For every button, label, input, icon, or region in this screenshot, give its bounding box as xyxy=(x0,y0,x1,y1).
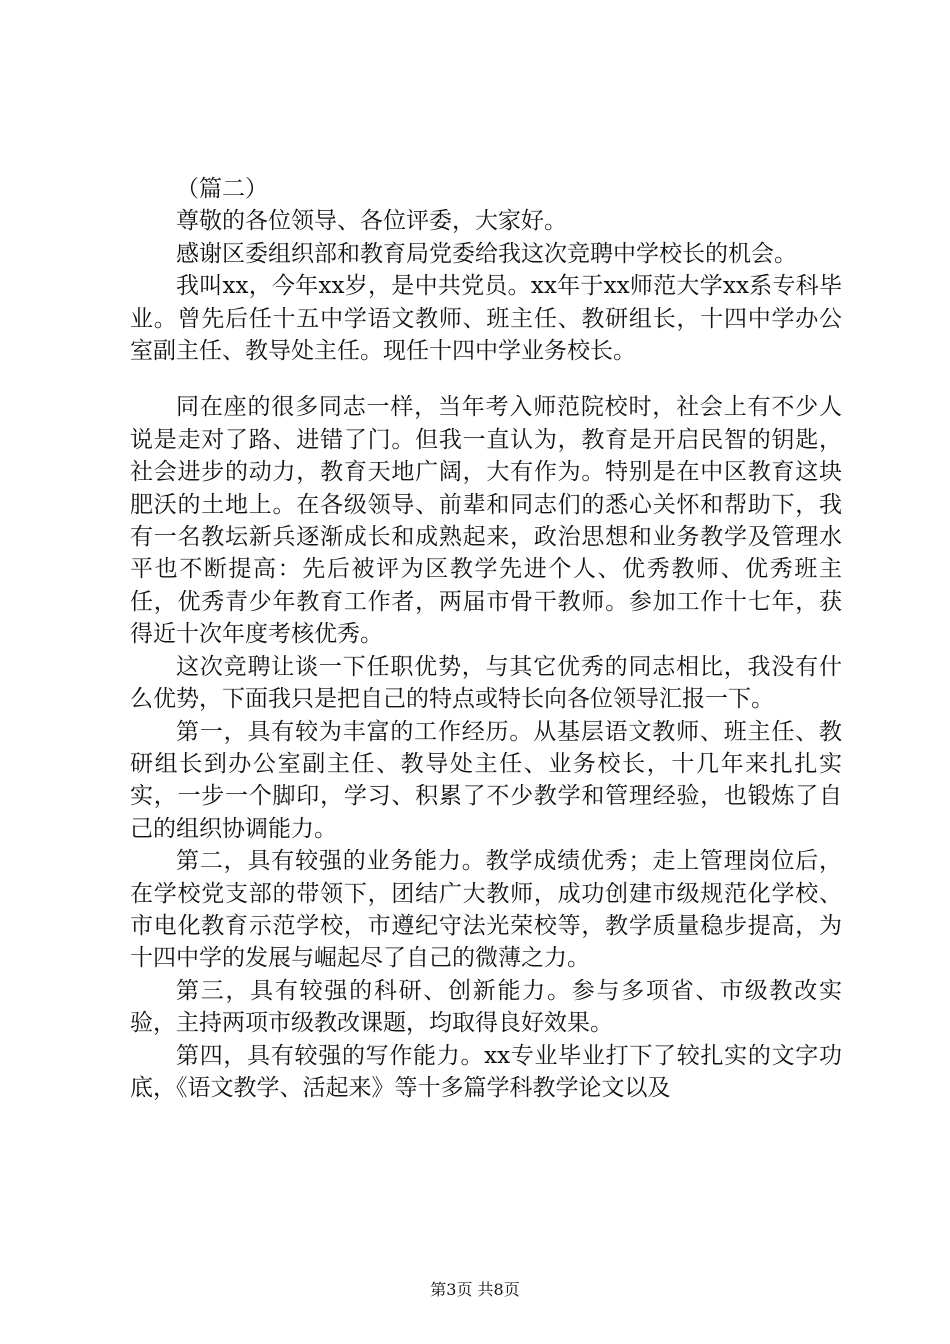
advantages-intro-paragraph: 这次竞聘让谈一下任职优势，与其它优秀的同志相比，我没有什么优势，下面我只是把自己的特点或特长向各位领导汇报一下。 xyxy=(130,653,842,713)
career-paragraph: 同在座的很多同志一样，当年考入师范院校时，社会上有不少人说是走对了路、进错了门。但我一直认为，教育是开启民智的钥匙，社会进步的动力，教育天地广阔，大有作为。特别是在中区教育这块肥沃的土地上。在各级领导、前辈和同志们的悉心关怀和帮助下，我有一名教坛新兵逐渐成长和成熟起来，政治思想和业务教学及管理水平也不断提高：先后被评为区教学先进个人、优秀教师、优秀班主任，优秀青少年教育工作者，两届市骨干教师。参加工作十七年，获得近十次年度考核优秀。 xyxy=(130,394,842,648)
page-number-footer: 第3页 共8页 xyxy=(430,1280,520,1299)
point-one-paragraph: 第一，具有较为丰富的工作经历。从基层语文教师、班主任、教研组长到办公室副主任、教导处主任、业务校长，十几年来扎扎实实，一步一个脚印，学习、积累了不少教学和管理经验，也锻炼了自己的组织协调能力。 xyxy=(130,718,842,842)
point-four-paragraph: 第四，具有较强的写作能力。xx专业毕业打下了较扎实的文字功底，《语文教学、活起来》等十多篇学科教学论文以及 xyxy=(130,1042,842,1101)
point-three-paragraph: 第三，具有较强的科研、创新能力。参与多项省、市级教改实验，主持两项市级教改课题，均取得良好效果。 xyxy=(130,977,842,1037)
document-body xyxy=(130,173,842,1104)
section-heading: （篇二） xyxy=(176,176,268,202)
greeting-paragraph: 尊敬的各位领导、各位评委，大家好。 xyxy=(176,208,567,235)
thanks-paragraph: 感谢区委组织部和教育局党委给我这次竞聘中学校长的机会。 xyxy=(176,240,797,267)
introduction-paragraph: 我叫xx，今年xx岁，是中共党员。xx年于xx师范大学xx系专科毕业。曾先后任十五中学语文教师、班主任、教研组长，十四中学办公室副主任、教导处主任。现任十四中学业务校长。 xyxy=(130,273,842,365)
point-two-paragraph: 第二，具有较强的业务能力。教学成绩优秀；走上管理岗位后，在学校党支部的带领下，团结广大教师，成功创建市级规范化学校、市电化教育示范学校，市遵纪守法光荣校等，教学质量稳步提高，为十四中学的发展与崛起尽了自己的微薄之力。 xyxy=(130,848,842,972)
